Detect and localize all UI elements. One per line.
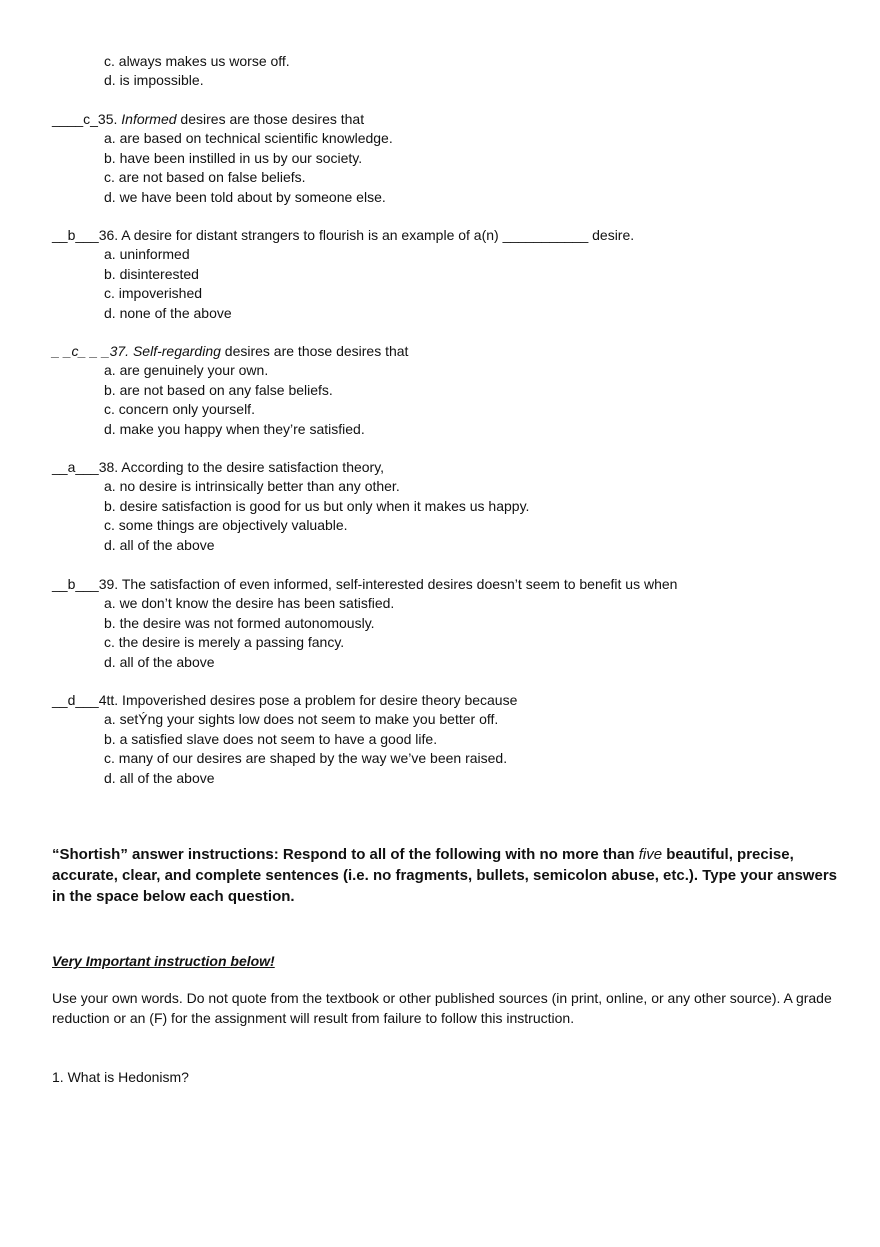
- option: c. the desire is merely a passing fancy.: [104, 634, 345, 651]
- option: b. have been instilled in us by our society.: [104, 149, 363, 166]
- question-stem: [52, 342, 408, 361]
- option: a. are genuinely your own.: [104, 362, 269, 379]
- option: a. uninformed: [104, 246, 190, 263]
- option: a. are based on technical scientific knowledge.: [104, 130, 393, 147]
- question-emphasis: Self-regarding: [132, 343, 221, 359]
- option: b. disinterested: [104, 265, 199, 282]
- question-stem: [52, 226, 634, 245]
- option: b. a satisfied slave does not seem to have a good life.: [104, 730, 438, 747]
- option: d. make you happy when they’re satisfied.: [104, 420, 365, 437]
- option: b. are not based on any false beliefs.: [104, 381, 333, 398]
- question-number-answer: __d___4tt. Impoverished desires pose a problem for desire theory because: [52, 692, 518, 708]
- option: a. we don’t know the desire has been satisfied.: [104, 595, 395, 612]
- question-number-answer: _ _c_ _ _37.: [52, 343, 133, 359]
- option: b. desire satisfaction is good for us but only when it makes us happy.: [104, 497, 530, 514]
- option: c. are not based on false beliefs.: [104, 169, 306, 186]
- instructions-text: beautiful, precise, accurate, clear, and complete sentences (i.e. no fragments, bullets, semicolon abuse, etc.). Type your answers in the space below each question.: [52, 846, 837, 905]
- option: c. some things are objectively valuable.: [104, 517, 348, 534]
- question-35: [52, 110, 393, 207]
- question-text: desires are those desires that: [220, 343, 409, 359]
- option: d. is impossible.: [104, 72, 204, 89]
- question-stem: [52, 458, 529, 477]
- option: c. concern only yourself.: [104, 401, 255, 418]
- shortish-instructions: [52, 844, 852, 907]
- question-emphasis: Informed: [121, 111, 177, 127]
- question-37: [52, 342, 408, 439]
- option: d. all of the above: [104, 653, 215, 670]
- question-39: [52, 575, 677, 672]
- question-stem: [52, 110, 393, 129]
- option: d. all of the above: [104, 769, 215, 786]
- question-number-answer: __a___38. According to the desire satisfaction theory,: [52, 459, 385, 475]
- option: d. all of the above: [104, 536, 215, 553]
- question-stem: [52, 691, 517, 710]
- option: c. impoverished: [104, 285, 203, 302]
- question-number-answer: ____c_35.: [52, 111, 122, 127]
- option: d. we have been told about by someone else.: [104, 188, 386, 205]
- option: a. no desire is intrinsically better than any other.: [104, 478, 400, 495]
- option: a. setÝng your sights low does not seem to make you better off.: [104, 711, 499, 728]
- question-number-answer: __b___36. A desire for distant strangers to flourish is an example of a(n) ___________ desire.: [52, 227, 635, 243]
- short-question-1: 1. What is Hedonism?: [52, 1069, 189, 1085]
- question-38: [52, 458, 529, 555]
- carryover-options: [52, 52, 290, 91]
- option: b. the desire was not formed autonomously.: [104, 614, 375, 631]
- instructions-emphasis: five: [638, 846, 663, 863]
- important-text: Use your own words. Do not quote from the textbook or other published sources (in print, online, or any other source). A grade reduction or an (F) for the assignment will result from failure to follow this instruction.: [52, 990, 832, 1026]
- option: c. many of our desires are shaped by the way we’ve been raised.: [104, 750, 508, 767]
- question-text: desires are those desires that: [176, 111, 365, 127]
- question-40: [52, 691, 517, 788]
- question-stem: [52, 575, 677, 594]
- question-number-answer: __b___39. The satisfaction of even informed, self-interested desires doesn’t seem to benefit us when: [52, 576, 678, 592]
- important-heading: Very Important instruction below!: [52, 953, 275, 969]
- question-36: [52, 226, 634, 323]
- option: d. none of the above: [104, 304, 232, 321]
- option: c. always makes us worse off.: [104, 53, 290, 69]
- instructions-text: “Shortish” answer instructions: Respond to all of the following with no more than: [52, 846, 639, 863]
